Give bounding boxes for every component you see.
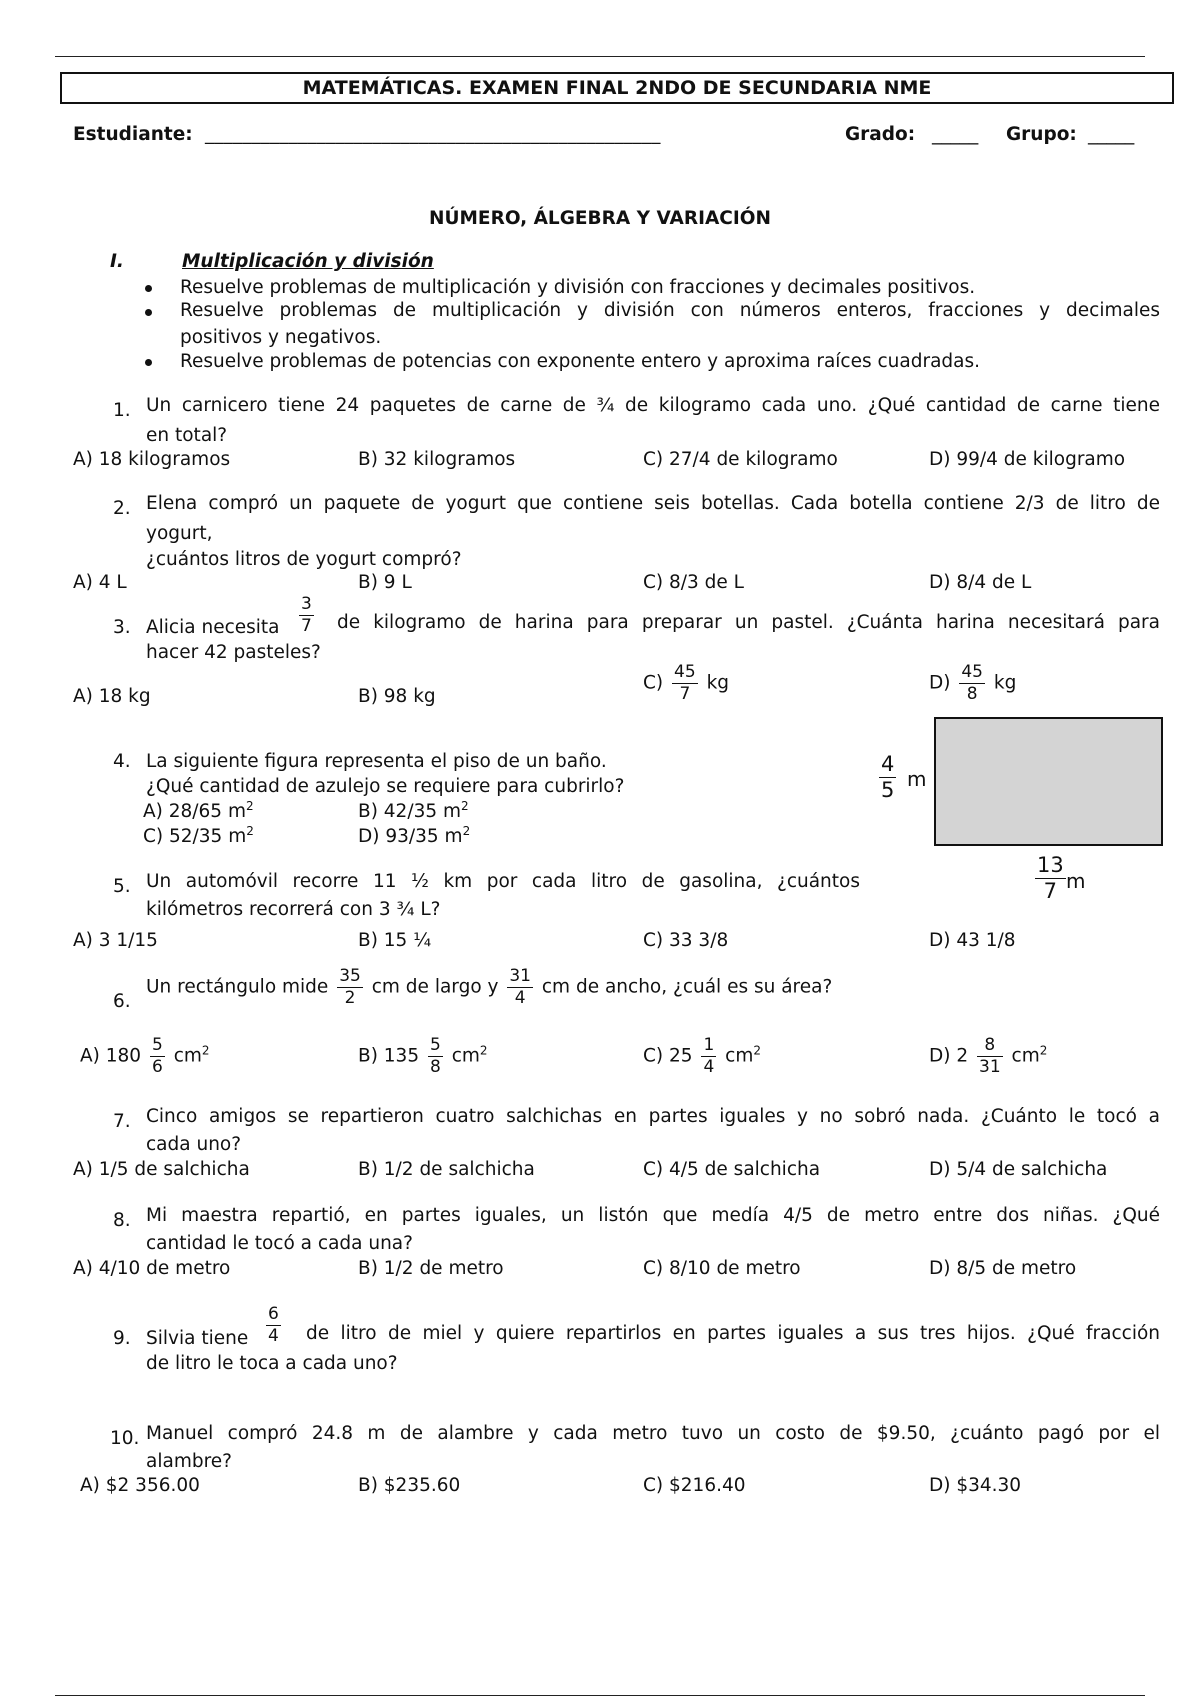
- figure-height-fraction: [879, 754, 896, 801]
- question-6-post: cm de ancho, ¿cuál es su área?: [541, 976, 833, 998]
- question-1-text: Un carnicero tiene 24 paquetes de carne de ¾ de kilogramo cada uno. ¿Qué cantidad de carne tiene: [146, 395, 1160, 416]
- superscript: 2: [461, 798, 469, 813]
- question-2-text: Elena compró un paquete de yogurt que contiene seis botellas. Cada botella contiene 2/3 de litro de: [146, 493, 1160, 514]
- bottom-rule: [55, 1695, 1145, 1696]
- superscript: 2: [1039, 1043, 1048, 1058]
- question-1-text-cont: en total?: [146, 425, 228, 446]
- question-number: 8.: [113, 1210, 131, 1231]
- fraction-numerator: 8: [984, 1035, 996, 1055]
- q3-option-b[interactable]: B) 98 kg: [358, 686, 436, 707]
- option-unit: cm: [451, 1045, 480, 1067]
- question-3-pre: Alicia necesita: [146, 617, 280, 638]
- q1-option-d[interactable]: D) 99/4 de kilogramo: [929, 449, 1126, 470]
- bathroom-floor-rectangle: [934, 717, 1163, 846]
- q4-option-b[interactable]: [358, 798, 469, 822]
- q5-option-b[interactable]: B) 15 ¼: [358, 930, 432, 951]
- q2-option-a[interactable]: A) 4 L: [73, 572, 127, 593]
- question-number: 6.: [113, 991, 131, 1012]
- grade-blank[interactable]: _____: [932, 124, 979, 145]
- q2-option-c[interactable]: C) 8/3 de L: [643, 572, 744, 593]
- q4-option-c[interactable]: [143, 823, 254, 847]
- question-4-text-cont: ¿Qué cantidad de azulejo se requiere para cubrirlo?: [146, 776, 625, 797]
- superscript: 2: [462, 823, 471, 838]
- option-fraction: [701, 1037, 716, 1076]
- q5-option-c[interactable]: C) 33 3/8: [643, 930, 729, 951]
- question-6-text: [146, 968, 832, 1007]
- question-6-mid: cm de largo y: [371, 976, 499, 998]
- q8-option-c[interactable]: C) 8/10 de metro: [643, 1258, 801, 1279]
- superscript: 2: [753, 1043, 762, 1058]
- option-text: B) 42/35 m: [358, 801, 462, 822]
- grade-label: Grado:: [845, 124, 916, 145]
- option-text: C) 52/35 m: [143, 826, 247, 847]
- q10-option-d[interactable]: D) $34.30: [929, 1475, 1022, 1496]
- question-8-text-cont: cantidad le tocó a cada una?: [146, 1233, 413, 1254]
- option-label: D): [929, 672, 951, 694]
- question-number: 9.: [113, 1328, 131, 1349]
- question-number: 1.: [113, 400, 131, 421]
- q4-option-d[interactable]: [358, 823, 471, 847]
- q7-option-a[interactable]: A) 1/5 de salchicha: [73, 1159, 250, 1180]
- question-7-text-cont: cada uno?: [146, 1134, 242, 1155]
- q5-option-d[interactable]: D) 43 1/8: [929, 930, 1016, 951]
- fraction-denominator: 5: [881, 778, 895, 802]
- fraction-denominator: 8: [430, 1057, 441, 1077]
- fraction-numerator: 13: [1037, 853, 1064, 877]
- unit-title: Multiplicación y división: [182, 251, 434, 272]
- fraction-denominator: 7: [301, 616, 312, 636]
- q10-option-b[interactable]: B) $235.60: [358, 1475, 461, 1496]
- q5-option-a[interactable]: A) 3 1/15: [73, 930, 158, 951]
- option-label: A) 180: [80, 1045, 142, 1067]
- superscript: 2: [201, 1043, 210, 1058]
- fraction-6-4: [266, 1306, 281, 1345]
- group-blank[interactable]: _____: [1088, 124, 1135, 145]
- option-unit: kg: [706, 672, 730, 694]
- q2-option-b[interactable]: B) 9 L: [358, 572, 412, 593]
- fraction-denominator: 4: [268, 1326, 279, 1346]
- question-5-text-cont: kilómetros recorrerá con 3 ¾ L?: [146, 899, 441, 920]
- question-2-text-cont: ¿cuántos litros de yogurt compró?: [146, 549, 462, 570]
- q3-option-c[interactable]: [643, 664, 729, 703]
- fraction-numerator: 3: [301, 594, 312, 614]
- question-number: 3.: [113, 617, 131, 638]
- q3-option-a[interactable]: A) 18 kg: [73, 686, 151, 707]
- figure-width-fraction: [1035, 855, 1066, 902]
- fraction-numerator: 5: [430, 1035, 441, 1055]
- option-label: B) 135: [358, 1045, 420, 1067]
- q7-option-d[interactable]: D) 5/4 de salchicha: [929, 1159, 1108, 1180]
- figure-height-unit: m: [907, 767, 927, 791]
- student-blank[interactable]: _________________________________________________: [205, 124, 661, 145]
- option-label: C): [643, 672, 664, 694]
- bullet-dot: [145, 309, 152, 316]
- group-label: Grupo:: [1006, 124, 1077, 145]
- question-5-text: Un automóvil recorre 11 ½ km por cada litro de gasolina, ¿cuántos: [146, 871, 860, 892]
- fraction-denominator: 2: [337, 987, 363, 1007]
- fraction-denominator: 6: [151, 1057, 163, 1077]
- fraction-numerator: 4: [881, 752, 895, 776]
- question-number: 4.: [113, 751, 131, 772]
- fraction-numerator: 31: [509, 966, 531, 986]
- q6-option-b[interactable]: [358, 1037, 488, 1076]
- option-fraction: [150, 1037, 165, 1076]
- option-fraction: [428, 1037, 443, 1076]
- fraction-numerator: 35: [339, 966, 361, 986]
- question-8-text: Mi maestra repartió, en partes iguales, un listón que medía 4/5 de metro entre dos niñas. ¿Qué: [146, 1205, 1160, 1226]
- top-rule: [55, 56, 1145, 57]
- q1-option-b[interactable]: B) 32 kilogramos: [358, 449, 516, 470]
- question-number: 5.: [113, 876, 131, 897]
- fraction-denominator: 7: [1035, 878, 1066, 902]
- question-3-text: de kilogramo de harina para preparar un pastel. ¿Cuánta harina necesitará para: [337, 612, 1160, 633]
- figure-width-unit: m: [1066, 869, 1086, 893]
- unit-numeral: I.: [110, 251, 124, 272]
- q6-option-a[interactable]: [80, 1037, 210, 1076]
- q1-option-a[interactable]: A) 18 kilogramos: [73, 449, 231, 470]
- q7-option-b[interactable]: B) 1/2 de salchicha: [358, 1159, 535, 1180]
- objective-2: Resuelve problemas de multiplicación y división con números enteros, fracciones y decimales: [180, 300, 1160, 321]
- fraction-numerator: 5: [151, 1035, 163, 1055]
- objective-2-cont: positivos y negativos.: [180, 327, 382, 348]
- fraction-35-2: [337, 968, 363, 1007]
- section-title: NÚMERO, ÁLGEBRA Y VARIACIÓN: [429, 208, 771, 229]
- question-9-text: de litro de miel y quiere repartirlos en partes iguales a sus tres hijos. ¿Qué fracción: [306, 1323, 1160, 1344]
- question-9-pre: Silvia tiene: [146, 1328, 249, 1349]
- fraction-numerator: 1: [703, 1035, 715, 1055]
- q10-option-a[interactable]: A) $2 356.00: [80, 1475, 200, 1496]
- q6-option-c[interactable]: [643, 1037, 761, 1076]
- fraction-3-7: [299, 596, 314, 635]
- option-fraction: [672, 664, 698, 703]
- question-9-text-cont: de litro le toca a cada uno?: [146, 1353, 398, 1374]
- question-4-text: La siguiente figura representa el piso de un baño.: [146, 751, 607, 772]
- q7-option-c[interactable]: C) 4/5 de salchicha: [643, 1159, 821, 1180]
- student-label: Estudiante:: [73, 124, 193, 145]
- bullet-dot: [145, 285, 152, 292]
- option-unit: cm: [725, 1045, 754, 1067]
- fraction-numerator: 6: [268, 1304, 279, 1324]
- fraction-denominator: 4: [507, 987, 533, 1007]
- option-unit: kg: [993, 672, 1017, 694]
- option-label: D) 2: [929, 1045, 969, 1067]
- fraction-denominator: 4: [703, 1057, 715, 1077]
- option-fraction: [959, 664, 985, 703]
- q8-option-b[interactable]: B) 1/2 de metro: [358, 1258, 504, 1279]
- option-unit: cm: [173, 1045, 202, 1067]
- q8-option-a[interactable]: A) 4/10 de metro: [73, 1258, 231, 1279]
- superscript: 2: [246, 823, 254, 838]
- q6-option-d[interactable]: [929, 1037, 1047, 1076]
- question-number: 7.: [113, 1111, 131, 1132]
- option-unit: cm: [1011, 1045, 1040, 1067]
- question-number: 2.: [113, 498, 131, 519]
- q2-option-d[interactable]: D) 8/4 de L: [929, 572, 1032, 593]
- exam-title: MATEMÁTICAS. EXAMEN FINAL 2NDO DE SECUNDARIA NME: [60, 72, 1174, 104]
- objective-3: Resuelve problemas de potencias con exponente entero y aproxima raíces cuadradas.: [180, 351, 981, 372]
- fraction-denominator: 31: [979, 1057, 1001, 1077]
- option-text: A) 28/65 m: [143, 801, 246, 822]
- fraction-denominator: 8: [959, 683, 985, 703]
- q1-option-c[interactable]: C) 27/4 de kilogramo: [643, 449, 838, 470]
- q4-option-a[interactable]: [143, 798, 254, 822]
- q3-option-d[interactable]: [929, 664, 1016, 703]
- option-fraction: [977, 1037, 1003, 1076]
- question-3-text-cont: hacer 42 pasteles?: [146, 642, 321, 663]
- fraction-numerator: 45: [674, 662, 696, 682]
- option-label: C) 25: [643, 1045, 693, 1067]
- question-number: 10.: [110, 1428, 140, 1449]
- q8-option-d[interactable]: D) 8/5 de metro: [929, 1258, 1077, 1279]
- question-6-pre: Un rectángulo mide: [146, 976, 329, 998]
- fraction-denominator: 7: [672, 683, 698, 703]
- question-10-text: Manuel compró 24.8 m de alambre y cada metro tuvo un costo de $9.50, ¿cuánto pagó por el: [146, 1423, 1160, 1444]
- q10-option-c[interactable]: C) $216.40: [643, 1475, 746, 1496]
- objective-1: Resuelve problemas de multiplicación y división con fracciones y decimales positivos.: [180, 277, 976, 298]
- bullet-dot: [145, 359, 152, 366]
- option-text: D) 93/35 m: [358, 826, 463, 847]
- fraction-31-4: [507, 968, 533, 1007]
- question-7-text: Cinco amigos se repartieron cuatro salchichas en partes iguales y no sobró nada. ¿Cuánto le tocó a: [146, 1106, 1160, 1127]
- question-2-text-cont: yogurt,: [146, 523, 213, 544]
- superscript: 2: [245, 798, 254, 813]
- superscript: 2: [479, 1043, 488, 1058]
- fraction-numerator: 45: [961, 662, 983, 682]
- question-10-text-cont: alambre?: [146, 1451, 232, 1472]
